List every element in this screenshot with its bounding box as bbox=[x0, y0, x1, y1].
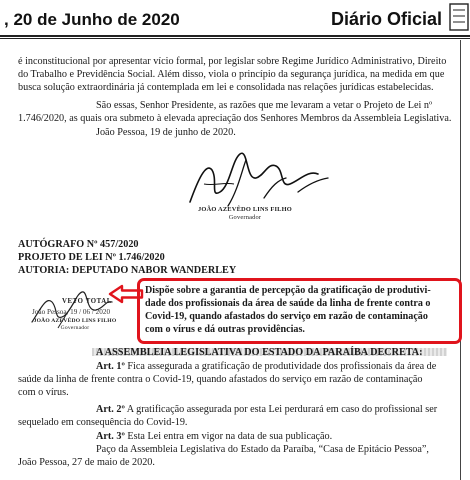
governor-role: Governador bbox=[228, 214, 262, 221]
header-rule bbox=[0, 35, 470, 37]
project-author: AUTORIA: DEPUTADO NABOR WANDERLEY bbox=[18, 265, 237, 276]
ementa-line: Dispõe sobre a garantia de percepção da gratificação de produtivi- bbox=[145, 285, 431, 296]
article-1-label: Art. 1º bbox=[96, 361, 125, 372]
decree-heading: A ASSEMBLEIA LEGISLATIVA DO ESTADO DA PARAÍBA DECRETA: bbox=[96, 347, 423, 358]
article-1-text-end: com o vírus. bbox=[18, 387, 69, 398]
article-1-text-cont: saúde da linha de frente contra o Covid-19, quando afastados do serviço em razão de contaminação bbox=[18, 374, 423, 385]
header-title: Diário Oficial bbox=[330, 9, 442, 29]
ementa-line: com o vírus e dá outras providências. bbox=[145, 324, 305, 335]
autografo-number: AUTÓGRAFO Nº 457/2020 bbox=[18, 239, 139, 250]
article-2-label: Art. 2º bbox=[96, 404, 125, 415]
article-1-text: Fica assegurada a gratificação de produtividade dos profissionais da área de bbox=[124, 361, 437, 372]
veto-stamp-name: JOÃO AZEVÊDO LINS FILHO bbox=[33, 318, 117, 324]
governor-name: JOÃO AZEVÊDO LINS FILHO bbox=[198, 206, 292, 213]
article-2-text-cont: sequelado em consequência do Covid-19. bbox=[18, 417, 188, 428]
project-number: PROJETO DE LEI Nº 1.746/2020 bbox=[18, 252, 165, 263]
header-rule-thin bbox=[0, 38, 470, 39]
article-3 bbox=[96, 430, 332, 443]
article-2-text: A gratificação assegurada por esta Lei perdurará em caso do profissional ser bbox=[124, 404, 438, 415]
header-corner-ornament bbox=[446, 0, 470, 40]
article-2 bbox=[96, 403, 437, 416]
ementa-line: dade dos profissionais da área de saúde da linha de frente contra o bbox=[145, 298, 431, 309]
veto-total-label: VETO TOTAL bbox=[62, 298, 112, 305]
ementa-line: Covid-19, quando afastados do serviço em razão de contaminação bbox=[145, 311, 428, 322]
veto-text-line: 1.746/2020, as quais ora submeto à elevada apreciação dos Senhores Membros da Assembleia Legislativa. bbox=[18, 113, 452, 124]
veto-text-line: é inconstitucional por apresentar vício formal, por legislar sobre Regime Jurídico Administrativo, Direito bbox=[18, 56, 447, 67]
page-header bbox=[0, 0, 470, 40]
article-3-label: Art. 3º bbox=[96, 431, 125, 442]
article-3-text: Esta Lei entra em vigor na data de sua publicação. bbox=[124, 431, 333, 442]
veto-text-line: busca solução extraordinária já contemplada em lei e consolidada nas relações jurídicas estabelecidas. bbox=[18, 82, 434, 93]
veto-text-line: do Trabalho e Previdência Social. Além disso, viola o princípio da segurança jurídica, na medida em que bbox=[18, 69, 445, 80]
veto-text-line: São essas, Senhor Presidente, as razões que me levaram a vetar o Projeto de Lei nº bbox=[96, 100, 433, 111]
closing-line: Paço da Assembleia Legislativa do Estado da Paraíba, “Casa de Epitácio Pessoa”, bbox=[96, 444, 429, 455]
column-divider bbox=[460, 40, 461, 480]
closing-date: João Pessoa, 27 de maio de 2020. bbox=[18, 457, 155, 468]
veto-stamp-role: Governador bbox=[60, 325, 90, 331]
article-1 bbox=[96, 360, 436, 373]
veto-stamp-date: João Pessoa, 19 / 06 / 2020 bbox=[32, 308, 111, 316]
header-date: , 20 de Junho de 2020 bbox=[4, 10, 180, 29]
veto-date: João Pessoa, 19 de junho de 2020. bbox=[96, 127, 236, 138]
